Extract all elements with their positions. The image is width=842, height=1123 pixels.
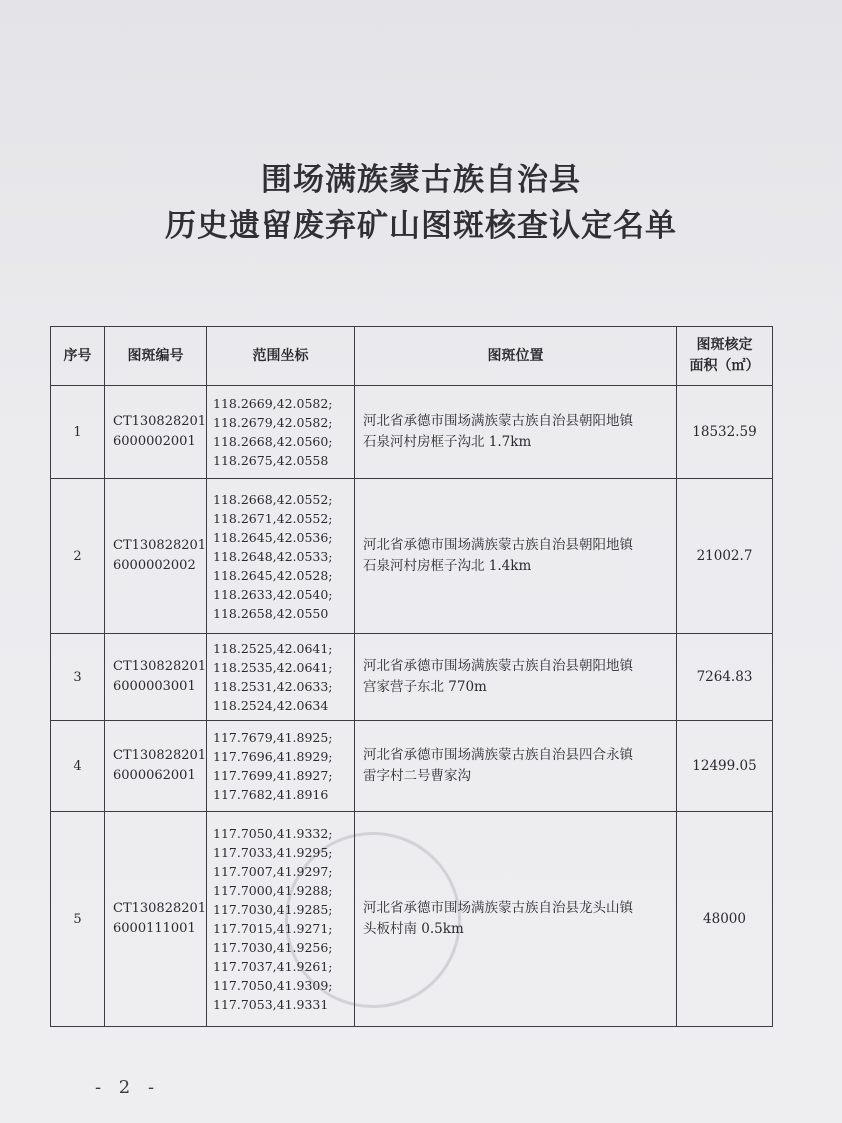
coord-point: 117.7000,41.9288; (213, 883, 333, 898)
title-line-1: 围场满族蒙古族自治县 (261, 162, 581, 198)
row-location (355, 634, 677, 721)
coord-point: 118.2671,42.0552; (213, 510, 333, 526)
coord-point: 117.7030,41.9285; (213, 902, 333, 917)
row-location-line1: 河北省承德市围场满族蒙古族自治县四合永镇 (363, 747, 633, 763)
row-location-line2: 雷字村二号曹家沟 (363, 768, 471, 784)
row-area: 7264.83 (677, 634, 773, 721)
table-row (51, 386, 773, 479)
row-code-line1: CT130828201 (113, 538, 207, 553)
coord-point: 118.2648,42.0533; (213, 548, 333, 564)
coord-point: 118.2535,42.0641; (213, 660, 333, 675)
row-coords (207, 479, 355, 634)
row-coords (207, 812, 355, 1027)
row-seq: 1 (51, 386, 105, 479)
row-area: 12499.05 (677, 721, 773, 812)
row-code (105, 479, 207, 634)
coord-point: 117.7682,41.8916 (213, 787, 329, 802)
row-code-line1: CT130828201 (113, 901, 207, 916)
header-area-line1: 图斑核定 (696, 337, 753, 353)
row-code-line1: CT130828201 (113, 659, 207, 674)
table-row (51, 812, 773, 1027)
coord-point: 118.2669,42.0582; (213, 396, 333, 411)
row-seq: 5 (51, 812, 105, 1027)
coord-point: 117.7015,41.9271; (213, 921, 333, 936)
coord-point: 117.7053,41.9331 (213, 997, 329, 1012)
row-code-line2: 6000003001 (113, 679, 196, 694)
row-seq: 3 (51, 634, 105, 721)
coord-point: 118.2531,42.0633; (213, 679, 333, 694)
coord-point: 118.2633,42.0540; (213, 586, 333, 602)
row-coords (207, 386, 355, 479)
coord-point: 117.7037,41.9261; (213, 959, 333, 974)
row-location-line2: 石泉河村房框子沟北 1.4km (363, 558, 532, 574)
coord-point: 118.2679,42.0582; (213, 415, 333, 430)
row-area: 48000 (677, 812, 773, 1027)
row-code-line1: CT130828201 (113, 748, 207, 763)
row-area: 18532.59 (677, 386, 773, 479)
row-code (105, 386, 207, 479)
coord-point: 117.7679,41.8925; (213, 730, 333, 745)
header-code: 图斑编号 (105, 327, 207, 386)
table-row (51, 634, 773, 721)
coord-point: 118.2645,42.0528; (213, 567, 333, 583)
coord-point: 117.7007,41.9297; (213, 864, 333, 879)
row-location (355, 812, 677, 1027)
coord-point: 118.2675,42.0558 (213, 453, 329, 468)
row-seq: 4 (51, 721, 105, 812)
coord-point: 118.2525,42.0641; (213, 641, 333, 656)
coord-point: 117.7696,41.8929; (213, 749, 333, 764)
header-seq: 序号 (51, 327, 105, 386)
row-area: 21002.7 (677, 479, 773, 634)
header-area (677, 327, 773, 386)
coord-point: 118.2668,42.0560; (213, 434, 333, 449)
row-code (105, 634, 207, 721)
row-code (105, 812, 207, 1027)
coord-point: 117.7050,41.9332; (213, 826, 333, 841)
header-coords: 范围坐标 (207, 327, 355, 386)
row-code (105, 721, 207, 812)
coord-point: 117.7050,41.9309; (213, 978, 333, 993)
row-coords (207, 634, 355, 721)
coord-point: 118.2524,42.0634 (213, 698, 329, 713)
header-location: 图斑位置 (355, 327, 677, 386)
row-location-line1: 河北省承德市围场满族蒙古族自治县朝阳地镇 (363, 658, 633, 674)
coord-point: 117.7030,41.9256; (213, 940, 333, 955)
header-area-line2: 面积（㎡） (689, 358, 760, 374)
row-code-line2: 6000002001 (113, 434, 196, 449)
table-header-row (51, 327, 773, 386)
row-location-line1: 河北省承德市围场满族蒙古族自治县朝阳地镇 (363, 413, 633, 429)
title-line-2: 历史遗留废弃矿山图斑核查认定名单 (165, 208, 677, 244)
table-row (51, 721, 773, 812)
row-location-line1: 河北省承德市围场满族蒙古族自治县龙头山镇 (363, 900, 633, 916)
row-seq: 2 (51, 479, 105, 634)
row-location-line2: 宫家营子东北 770m (363, 679, 487, 695)
row-location (355, 479, 677, 634)
row-code-line2: 6000111001 (113, 921, 196, 936)
coord-point: 118.2645,42.0536; (213, 529, 333, 545)
row-location-line2: 头板村南 0.5km (363, 921, 464, 937)
table-row (51, 479, 773, 634)
row-code-line2: 6000062001 (113, 768, 196, 783)
parcel-table (50, 326, 773, 1027)
coord-point: 117.7699,41.8927; (213, 768, 333, 783)
row-location (355, 386, 677, 479)
coord-point: 117.7033,41.9295; (213, 845, 333, 860)
page-number: - 2 - (95, 1077, 161, 1098)
row-code-line1: CT130828201 (113, 414, 207, 429)
coord-point: 118.2658,42.0550 (213, 605, 329, 621)
coord-point: 118.2668,42.0552; (213, 491, 333, 507)
row-coords (207, 721, 355, 812)
row-location-line2: 石泉河村房框子沟北 1.7km (363, 434, 532, 450)
row-code-line2: 6000002002 (113, 558, 196, 573)
row-location-line1: 河北省承德市围场满族蒙古族自治县朝阳地镇 (363, 537, 633, 553)
row-location (355, 721, 677, 812)
